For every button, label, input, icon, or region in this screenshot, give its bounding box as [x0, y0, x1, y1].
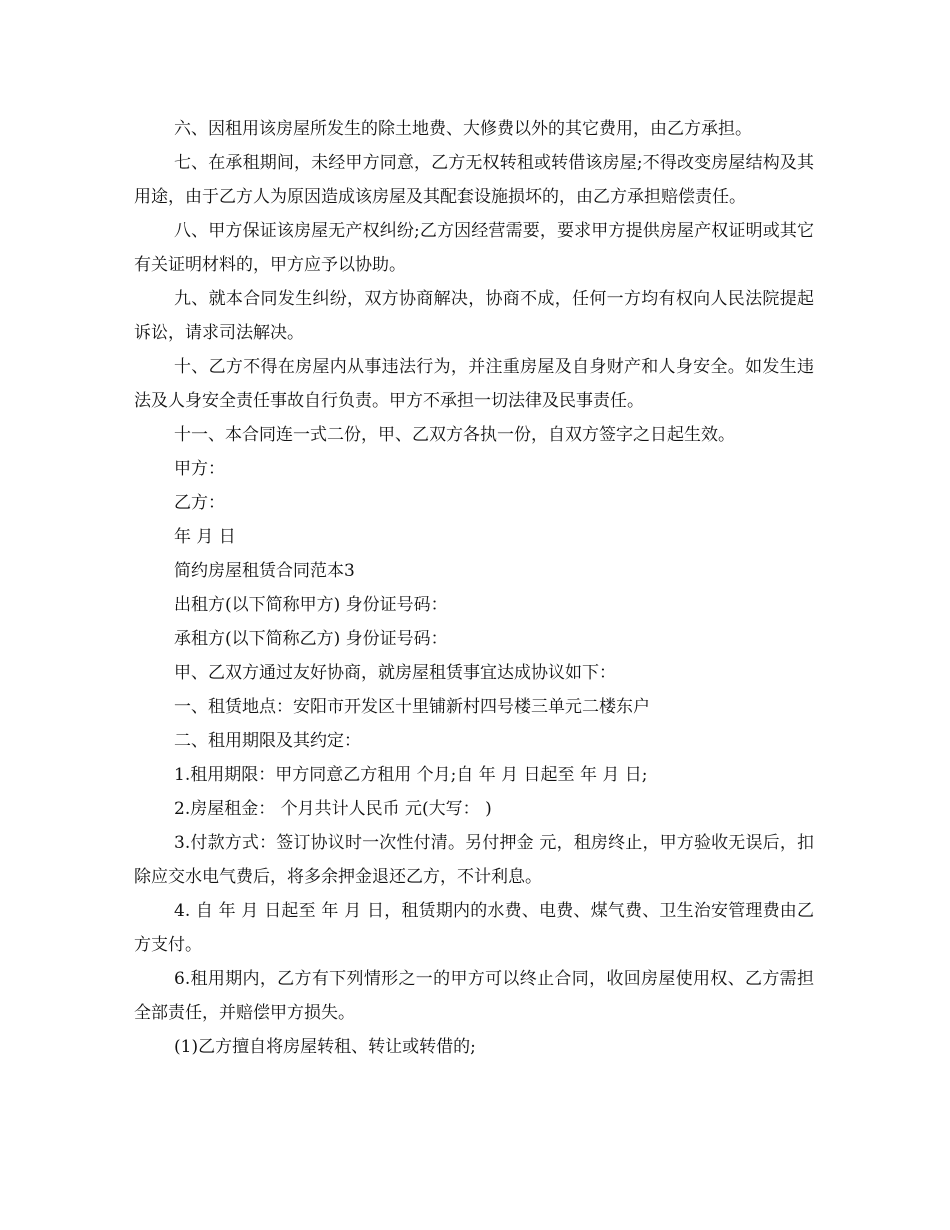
lessor-line: 出租方(以下简称甲方) 身份证号码： [174, 595, 448, 615]
utilities-clause: 4. 自 年 月 日起至 年 月 日，租赁期内的水费、电费、煤气费、卫生治安管理费由乙方支付。 [134, 901, 814, 955]
lease-period: 1.租用期限：甲方同意乙方租用 个月;自 年 月 日起至 年 月 日; [174, 765, 648, 785]
lease-rent: 2.房屋租金： 个月共计人民币 元(大写： ) [174, 799, 492, 819]
section-title: 简约房屋租赁合同范本3 [174, 561, 355, 581]
paragraph-clause-9: 九、就本合同发生纠纷，双方协商解决，协商不成，任何一方均有权向人民法院提起诉讼，请求司法解决。 [134, 289, 814, 343]
paragraph-clause-7: 七、在承租期间，未经甲方同意，乙方无权转租或转借该房屋;不得改变房屋结构及其用途，由于乙方人为原因造成该房屋及其配套设施损坏的，由乙方承担赔偿责任。 [134, 153, 814, 207]
lease-location: 一、租赁地点：安阳市开发区十里铺新村四号楼三单元二楼东户 [174, 697, 650, 717]
paragraph-clause-8: 八、甲方保证该房屋无产权纠纷;乙方因经营需要，要求甲方提供房屋产权证明或其它有关证明材料的，甲方应予以协助。 [134, 221, 814, 275]
paragraph-clause-11: 十一、本合同连一式二份，甲、乙双方各执一份，自双方签字之日起生效。 [174, 425, 735, 445]
agreement-intro: 甲、乙双方通过友好协商，就房屋租赁事宜达成协议如下： [174, 663, 616, 683]
payment-method: 3.付款方式：签订协议时一次性付清。另付押金 元，租房终止，甲方验收无误后，扣除应交水电气费后，将多余押金退还乙方，不计利息。 [134, 833, 814, 887]
document-body [134, 112, 814, 1064]
lessee-line: 承租方(以下简称乙方) 身份证号码： [174, 629, 448, 649]
termination-item-1: (1)乙方擅自将房屋转租、转让或转借的; [174, 1037, 476, 1057]
paragraph-clause-6: 六、因租用该房屋所发生的除土地费、大修费以外的其它费用，由乙方承担。 [174, 119, 752, 139]
termination-clause: 6.租用期内，乙方有下列情形之一的甲方可以终止合同，收回房屋使用权、乙方需担全部责任，并赔偿甲方损失。 [134, 969, 814, 1023]
signature-date: 年 月 日 [174, 527, 236, 547]
signature-party-b: 乙方： [174, 493, 225, 513]
signature-party-a: 甲方： [174, 459, 225, 479]
lease-term-heading: 二、租用期限及其约定： [174, 731, 361, 751]
paragraph-clause-10: 十、乙方不得在房屋内从事违法行为，并注重房屋及自身财产和人身安全。如发生违法及人身安全责任事故自行负责。甲方不承担一切法律及民事责任。 [134, 357, 814, 411]
